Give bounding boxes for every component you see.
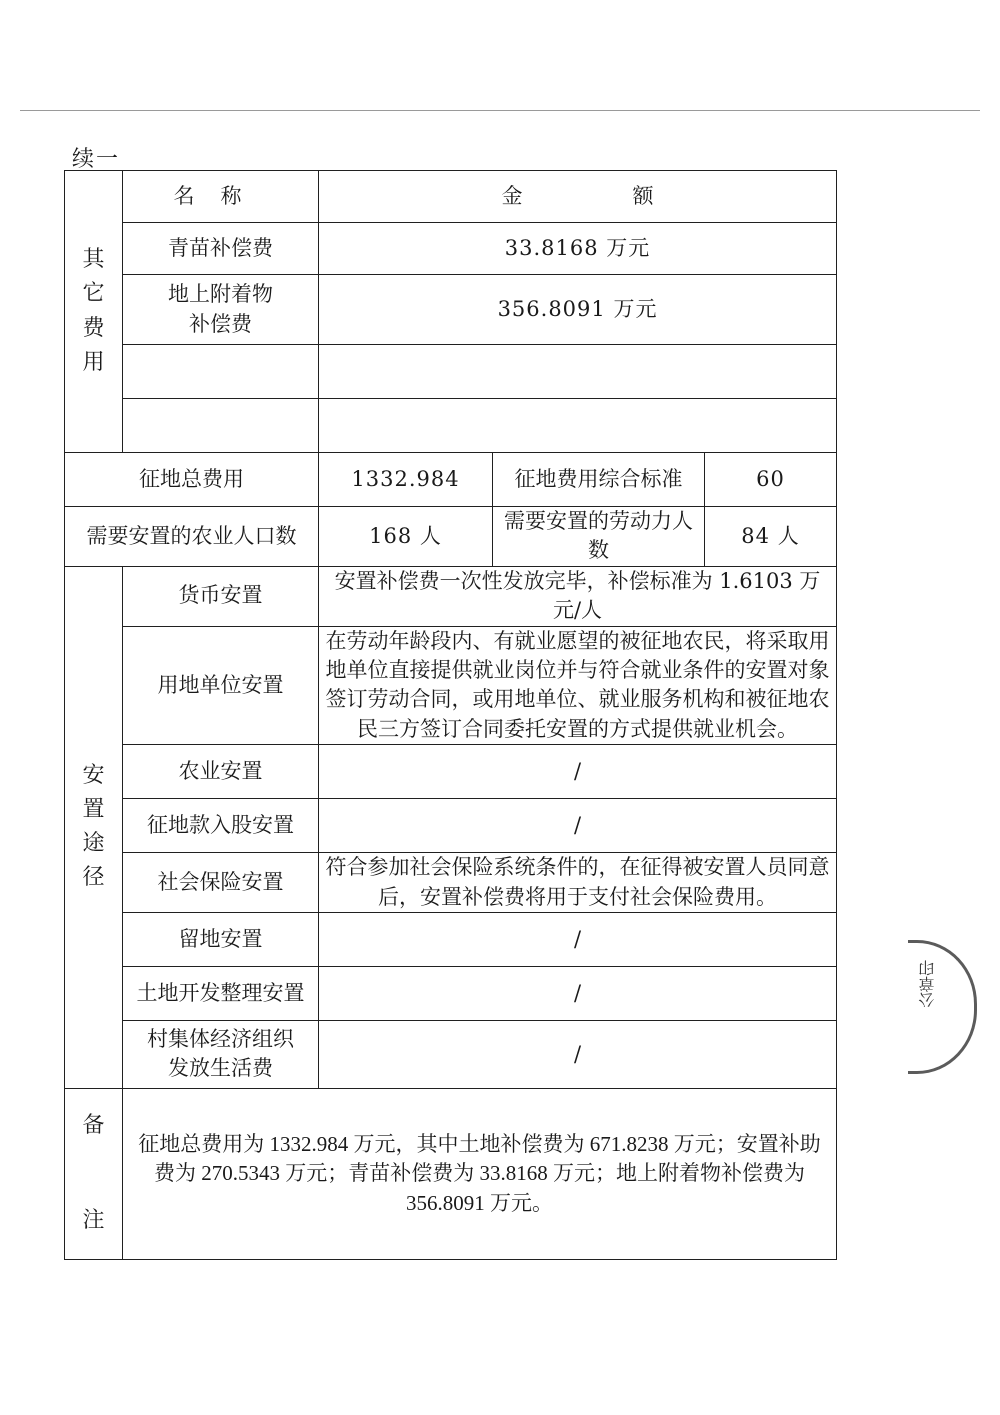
standard-label: 征地费用综合标准 bbox=[493, 453, 705, 507]
table-row bbox=[65, 745, 837, 799]
resettlement-name: 留地安置 bbox=[123, 912, 319, 966]
resettlement-name: 货币安置 bbox=[123, 566, 319, 626]
resettlement-value: / bbox=[319, 912, 837, 966]
total-fee-label: 征地总费用 bbox=[65, 453, 319, 507]
table-row bbox=[65, 1020, 837, 1088]
table-row bbox=[65, 966, 837, 1020]
resettlement-name: 农业安置 bbox=[123, 745, 319, 799]
empty-cell bbox=[319, 345, 837, 399]
labor-label: 需要安置的劳动力人数 bbox=[493, 507, 705, 567]
summary-row bbox=[65, 453, 837, 507]
standard-value: 60 bbox=[705, 453, 837, 507]
land-acquisition-fee-table bbox=[64, 170, 837, 1260]
continuation-caption: 续一 bbox=[72, 147, 121, 172]
summary-row bbox=[65, 507, 837, 567]
remarks-label: 备 注 bbox=[65, 1088, 123, 1259]
total-fee-value: 1332.984 bbox=[319, 453, 493, 507]
empty-cell bbox=[319, 399, 837, 453]
remarks-row bbox=[65, 1088, 837, 1259]
resettlement-name: 土地开发整理安置 bbox=[123, 966, 319, 1020]
resettlement-name: 用地单位安置 bbox=[123, 626, 319, 745]
fee-name: 青苗补偿费 bbox=[123, 223, 319, 275]
table-row-empty bbox=[65, 399, 837, 453]
resettlement-name: 村集体经济组织 发放生活费 bbox=[123, 1020, 319, 1088]
population-label: 需要安置的农业人口数 bbox=[65, 507, 319, 567]
fee-amount: 33.8168 万元 bbox=[319, 223, 837, 275]
resettlement-section-label: 安置途径 bbox=[65, 566, 123, 1088]
resettlement-value: 在劳动年龄段内、有就业愿望的被征地农民，将采取用地单位直接提供就业岗位并与符合就业条件的安置对象签订劳动合同，或用地单位、就业服务机构和被征地农民三方签订合同委托安置的方式提供就业机会。 bbox=[319, 626, 837, 745]
resettlement-name: 征地款入股安置 bbox=[123, 799, 319, 853]
table-row bbox=[65, 223, 837, 275]
table-row bbox=[65, 566, 837, 626]
resettlement-value: / bbox=[319, 799, 837, 853]
resettlement-value: 安置补偿费一次性发放完毕，补偿标准为 1.6103 万元/人 bbox=[319, 566, 837, 626]
header-name: 名称 bbox=[123, 171, 319, 223]
population-value: 168 人 bbox=[319, 507, 493, 567]
empty-cell bbox=[123, 345, 319, 399]
resettlement-name: 社会保险安置 bbox=[123, 853, 319, 913]
table-row bbox=[65, 912, 837, 966]
top-rule bbox=[20, 110, 980, 111]
resettlement-value: 符合参加社会保险系统条件的，在征得被安置人员同意后，安置补偿费将用于支付社会保险费用。 bbox=[319, 853, 837, 913]
header-amount: 金额 bbox=[319, 171, 837, 223]
fee-amount: 356.8091 万元 bbox=[319, 275, 837, 345]
resettlement-value: / bbox=[319, 966, 837, 1020]
fee-name: 地上附着物 补偿费 bbox=[123, 275, 319, 345]
resettlement-value: / bbox=[319, 1020, 837, 1088]
other-fees-section-label: 其它费用 bbox=[65, 171, 123, 453]
table-row bbox=[65, 799, 837, 853]
table-row bbox=[65, 853, 837, 913]
seal-text: 公章印 bbox=[918, 960, 937, 1008]
table-row bbox=[65, 275, 837, 345]
table-row bbox=[65, 626, 837, 745]
labor-value: 84 人 bbox=[705, 507, 837, 567]
resettlement-value: / bbox=[319, 745, 837, 799]
remarks-text: 征地总费用为 1332.984 万元，其中土地补偿费为 671.8238 万元；安置补助费为 270.5343 万元；青苗补偿费为 33.8168 万元；地上附着物补偿费为 356.8091 万元。 bbox=[123, 1088, 837, 1259]
empty-cell bbox=[123, 399, 319, 453]
table-row-empty bbox=[65, 345, 837, 399]
